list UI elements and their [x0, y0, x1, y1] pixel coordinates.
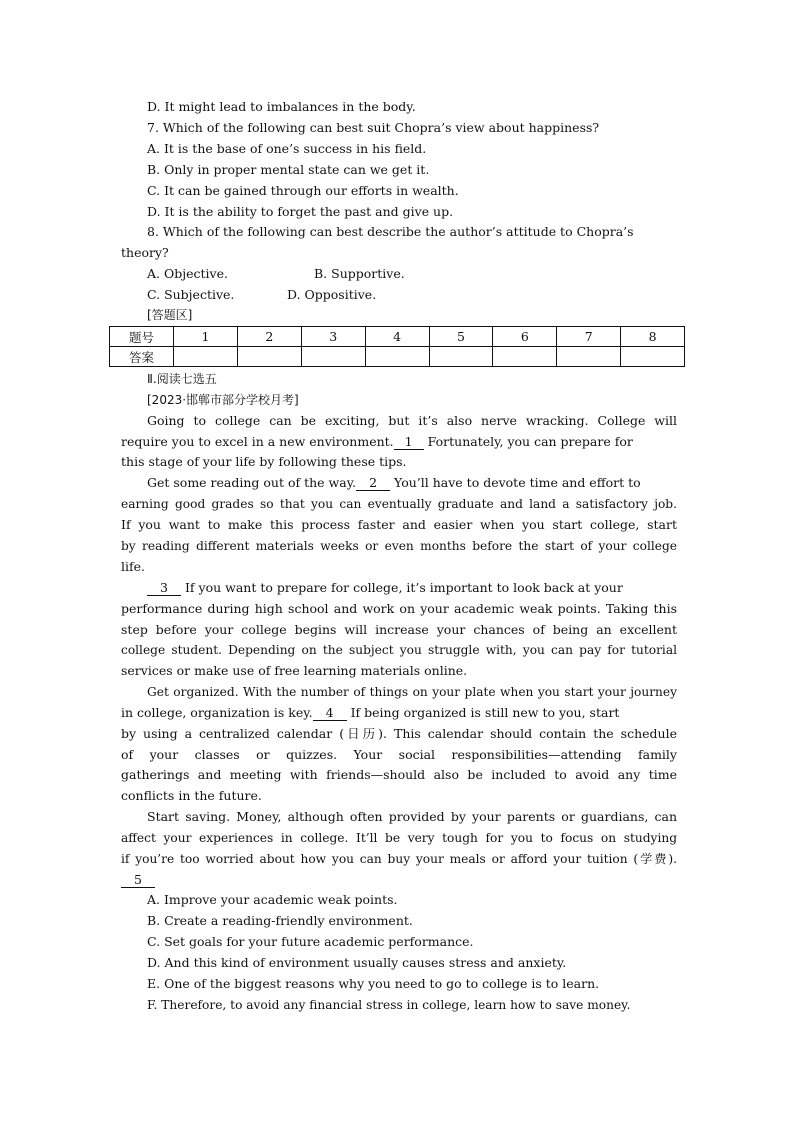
q8-option-b: B. Supportive. — [314, 266, 405, 281]
answer-cell-5[interactable] — [429, 347, 493, 367]
answer-cell-7[interactable] — [557, 347, 621, 367]
p2-line5: life. — [121, 559, 145, 574]
option-b: B. Create a reading-friendly environment. — [147, 913, 413, 928]
q8-option-a: A. Objective. — [147, 266, 228, 281]
answer-cell-8[interactable] — [621, 347, 685, 367]
p4-line3: by using a centralized calendar (日历). This calendar should contain the schedule — [121, 726, 677, 741]
q7-option-d: D. It is the ability to forget the past and give up. — [147, 204, 454, 219]
q8-option-d: D. Oppositive. — [287, 287, 377, 302]
p4-line2-text-a: in college, organization is key. — [121, 705, 313, 720]
p4-line6: conflicts in the future. — [121, 788, 262, 803]
answer-number-1: 1 — [174, 327, 238, 347]
answer-number-6: 6 — [493, 327, 557, 347]
p1-line3: this stage of your life by following these tips. — [121, 454, 407, 469]
p2-line2: earning good grades so that you can eventually graduate and land a satisfactory job. — [121, 497, 677, 511]
q8-stem-line2: theory? — [121, 245, 169, 260]
answer-number-2: 2 — [237, 327, 301, 347]
answer-cell-2[interactable] — [237, 347, 301, 367]
p3-line2: performance during high school and work on your academic weak points. Taking this — [121, 601, 677, 616]
q8-stem-line1: 8. Which of the following can best describe the author’s attitude to Chopra’s — [147, 224, 634, 239]
q8-option-c: C. Subjective. — [147, 287, 235, 302]
p1-line1: Going to college can be exciting, but it’s also nerve wracking. College will — [147, 413, 677, 428]
answer-table-answer-row — [110, 347, 685, 367]
answer-number-4: 4 — [365, 327, 429, 347]
option-a: A. Improve your academic weak points. — [147, 892, 398, 907]
p3-line1 — [147, 578, 677, 599]
p5-line2: affect your experiences in college. It’ll be very tough for you to focus on studying — [121, 831, 677, 845]
answer-cell-6[interactable] — [493, 347, 557, 367]
p1-line2 — [121, 432, 677, 453]
p2-line1-text-b: You’ll have to devote time and effort to — [390, 475, 641, 490]
q8-options-row2 — [147, 285, 703, 306]
q7-option-a: A. It is the base of one’s success in his field. — [147, 141, 427, 156]
p2-line3: If you want to make this process faster and easier when you start college, start — [121, 517, 677, 532]
section-title: Ⅱ.阅读七选五 — [147, 372, 217, 386]
q6-option-d: D. It might lead to imbalances in the body. — [147, 99, 416, 114]
p2-line1-text-a: Get some reading out of the way. — [147, 475, 357, 490]
answer-cell-3[interactable] — [301, 347, 365, 367]
answer-table-number-header: 题号 — [110, 327, 174, 347]
p3-line4: college student. Depending on the subject you struggle with, you can pay for tutorial — [121, 643, 677, 657]
blank-3[interactable]: 3 — [147, 580, 181, 596]
p4-line5: gatherings and meeting with friends—should also be included to avoid any time — [121, 767, 677, 782]
blank-5[interactable]: 5 — [121, 872, 155, 888]
answer-area-label: [答题区] — [147, 308, 193, 322]
option-e: E. One of the biggest reasons why you need to go to college is to learn. — [147, 976, 600, 991]
section-source: [2023·邯郸市部分学校月考] — [147, 393, 299, 407]
answer-table — [109, 326, 685, 367]
answer-cell-1[interactable] — [174, 347, 238, 367]
blank-2[interactable]: 2 — [356, 475, 390, 491]
answer-number-7: 7 — [557, 327, 621, 347]
q7-option-c: C. It can be gained through our efforts in wealth. — [147, 183, 459, 198]
option-d: D. And this kind of environment usually causes stress and anxiety. — [147, 955, 567, 970]
option-f: F. Therefore, to avoid any financial stress in college, learn how to save money. — [147, 998, 631, 1012]
p3-line1-text: If you want to prepare for college, it’s important to look back at your — [181, 580, 623, 595]
p1-line2-text-a: require you to excel in a new environment. — [121, 434, 394, 449]
blank-1[interactable]: 1 — [394, 434, 424, 450]
answer-table-answer-header: 答案 — [110, 347, 174, 367]
p1-line2-text-b: Fortunately, you can prepare for — [423, 434, 633, 449]
blank-4[interactable]: 4 — [313, 705, 347, 721]
p5-line4 — [121, 870, 677, 891]
p4-line4: of your classes or quizzes. Your social responsibilities—attending family — [121, 747, 677, 762]
answer-number-5: 5 — [429, 327, 493, 347]
p2-line4: by reading different materials weeks or even months before the start of your college — [121, 539, 677, 553]
p5-line3: if you’re too worried about how you can buy your meals or afford your tuition (学费). — [121, 852, 677, 866]
p4-line2 — [121, 703, 677, 724]
answer-cell-4[interactable] — [365, 347, 429, 367]
answer-number-8: 8 — [621, 327, 685, 347]
p3-line3: step before your college begins will increase your chances of being an excellent — [121, 622, 677, 637]
p2-line1 — [147, 473, 677, 494]
option-c: C. Set goals for your future academic performance. — [147, 934, 474, 949]
p5-line1: Start saving. Money, although often provided by your parents or guardians, can — [147, 809, 677, 824]
p3-line5: services or make use of free learning materials online. — [121, 663, 468, 678]
answer-table-number-row — [110, 327, 685, 347]
p4-line1: Get organized. With the number of things on your plate when you start your journey — [147, 685, 677, 699]
q7-stem: 7. Which of the following can best suit Chopra’s view about happiness? — [147, 120, 600, 135]
p4-line2-text-b: If being organized is still new to you, start — [346, 705, 620, 720]
answer-number-3: 3 — [301, 327, 365, 347]
q7-option-b: B. Only in proper mental state can we get it. — [147, 162, 430, 177]
q8-options-row1 — [147, 264, 703, 285]
